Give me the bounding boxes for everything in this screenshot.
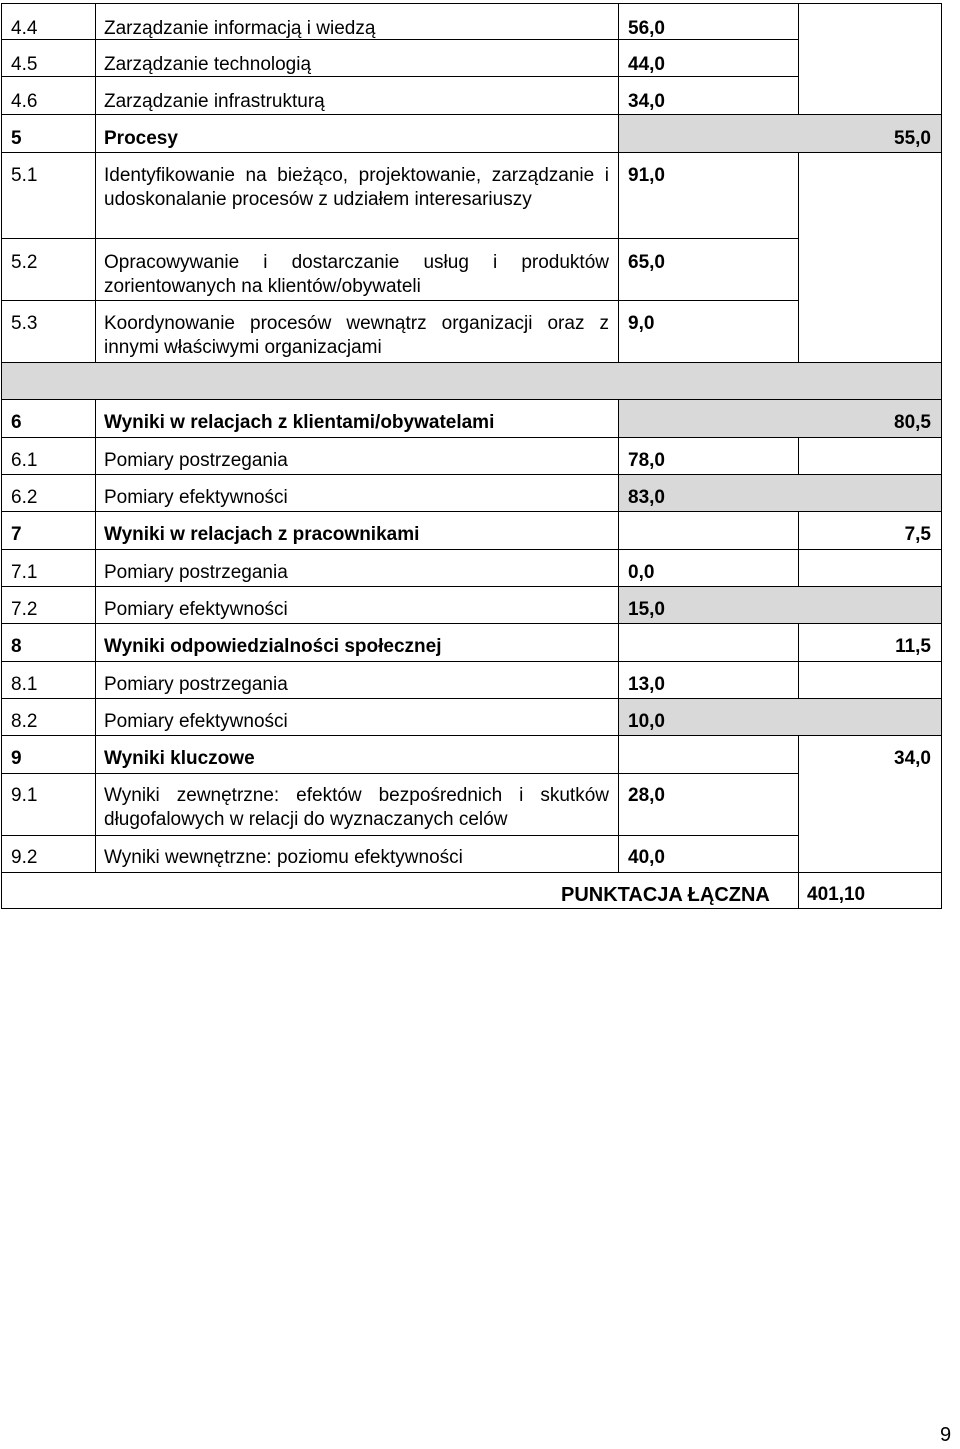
row-label-9.2: Wyniki wewnętrzne: poziomu efektywności — [104, 847, 463, 868]
row-label-5: Procesy — [104, 128, 178, 149]
row-number-6: 6 — [11, 412, 22, 433]
row-number-8: 8 — [11, 636, 22, 657]
row-number-7.2: 7.2 — [11, 599, 38, 620]
v-rule — [95, 586, 96, 624]
v-rule — [798, 872, 799, 909]
score-6.1: 78,0 — [628, 450, 665, 471]
h-rule — [1, 362, 942, 363]
row-number-4.5: 4.5 — [11, 54, 38, 75]
v-rule — [618, 474, 619, 512]
v-rule — [618, 511, 619, 587]
shaded-cell — [619, 587, 941, 623]
score-4.4: 56,0 — [628, 18, 665, 39]
h-rule — [1, 399, 942, 400]
h-rule — [1, 773, 799, 774]
row-label-9.1: Wyniki zewnętrzne: efektów bezpośrednich i skutków długofalowych w relacji do wyznaczanych celów — [104, 785, 609, 830]
v-rule — [95, 114, 96, 153]
h-rule — [1, 623, 942, 624]
v-rule — [95, 698, 96, 736]
v-rule — [798, 437, 799, 475]
h-rule — [1, 835, 799, 836]
row-label-4.4: Zarządzanie informacją i wiedzą — [104, 18, 376, 39]
v-rule — [618, 114, 619, 153]
section-total-6: 80,5 — [894, 412, 931, 433]
row-label-7.1: Pomiary postrzegania — [104, 562, 288, 583]
score-5.3: 9,0 — [628, 313, 655, 334]
shaded-cell — [619, 475, 941, 511]
row-number-9.2: 9.2 — [11, 847, 38, 868]
h-rule — [1, 474, 942, 475]
h-rule — [1, 735, 942, 736]
h-rule — [1, 76, 799, 77]
h-rule — [1, 908, 942, 909]
row-label-5.1: Identyfikowanie na bieżąco, projektowanie, zarządzanie i udoskonalanie procesów z udziałem interesariuszy — [104, 165, 609, 210]
v-rule — [798, 511, 799, 587]
h-rule — [1, 698, 942, 699]
row-label-6: Wyniki w relacjach z klientami/obywatelami — [104, 412, 495, 433]
score-6.2: 83,0 — [628, 487, 665, 508]
score-9.1: 28,0 — [628, 785, 665, 806]
row-label-5.2: Opracowywanie i dostarczanie usług i produktów zorientowanych na klientów/obywateli — [104, 252, 609, 297]
v-rule — [618, 623, 619, 699]
section-total-7: 7,5 — [904, 524, 931, 545]
row-number-7: 7 — [11, 524, 22, 545]
row-number-6.2: 6.2 — [11, 487, 38, 508]
row-number-9.1: 9.1 — [11, 785, 38, 806]
section-total-5: 55,0 — [894, 128, 931, 149]
score-4.5: 44,0 — [628, 54, 665, 75]
v-rule — [95, 399, 96, 438]
row-label-8.2: Pomiary efektywności — [104, 711, 288, 732]
total-value: 401,10 — [807, 884, 866, 905]
shaded-cell — [619, 699, 941, 735]
v-rule — [618, 152, 619, 363]
score-5.1: 91,0 — [628, 165, 665, 186]
score-4.6: 34,0 — [628, 91, 665, 112]
row-label-7.2: Pomiary efektywności — [104, 599, 288, 620]
h-rule — [1, 3, 942, 4]
row-label-9: Wyniki kluczowe — [104, 748, 255, 769]
row-number-4.6: 4.6 — [11, 91, 38, 112]
h-rule — [1, 872, 942, 873]
score-9.2: 40,0 — [628, 847, 665, 868]
score-7.1: 0,0 — [628, 562, 655, 583]
v-rule — [618, 586, 619, 624]
h-rule — [1, 152, 942, 153]
row-number-4.4: 4.4 — [11, 18, 38, 39]
h-rule — [1, 437, 942, 438]
row-label-8: Wyniki odpowiedzialności społecznej — [104, 636, 442, 657]
row-number-5.1: 5.1 — [11, 165, 38, 186]
section-total-8: 11,5 — [895, 636, 931, 657]
h-rule — [1, 114, 942, 115]
row-label-7: Wyniki w relacjach z pracownikami — [104, 524, 420, 545]
score-8.2: 10,0 — [628, 711, 665, 732]
v-rule — [618, 399, 619, 438]
section-total-9: 34,0 — [894, 748, 931, 769]
v-rule — [941, 3, 942, 909]
row-label-6.2: Pomiary efektywności — [104, 487, 288, 508]
v-rule — [798, 623, 799, 699]
score-5.2: 65,0 — [628, 252, 665, 273]
row-number-5.2: 5.2 — [11, 252, 38, 273]
row-number-8.1: 8.1 — [11, 674, 38, 695]
row-number-7.1: 7.1 — [11, 562, 38, 583]
v-rule — [95, 437, 96, 475]
h-rule — [1, 586, 942, 587]
v-rule — [618, 3, 619, 115]
v-rule — [618, 437, 619, 475]
h-rule — [1, 300, 799, 301]
v-rule — [95, 735, 96, 873]
v-rule — [618, 735, 619, 873]
h-rule — [1, 238, 799, 239]
v-rule — [95, 152, 96, 363]
h-rule — [1, 549, 942, 550]
row-number-5: 5 — [11, 128, 22, 149]
row-label-4.5: Zarządzanie technologią — [104, 54, 312, 75]
score-7.2: 15,0 — [628, 599, 665, 620]
row-number-8.2: 8.2 — [11, 711, 38, 732]
row-label-4.6: Zarządzanie infrastrukturą — [104, 91, 325, 112]
v-rule — [618, 698, 619, 736]
row-label-6.1: Pomiary postrzegania — [104, 450, 288, 471]
v-rule — [95, 3, 96, 115]
h-rule — [1, 511, 942, 512]
total-label: PUNKTACJA ŁĄCZNA — [561, 884, 770, 906]
score-8.1: 13,0 — [628, 674, 665, 695]
row-number-9: 9 — [11, 748, 22, 769]
row-label-8.1: Pomiary postrzegania — [104, 674, 288, 695]
h-rule — [1, 661, 942, 662]
row-label-5.3: Koordynowanie procesów wewnątrz organizacji oraz z innymi właściwymi organizacjami — [104, 313, 609, 358]
v-rule — [798, 152, 799, 363]
v-rule — [95, 623, 96, 699]
shaded-cell — [2, 363, 941, 399]
v-rule — [798, 3, 799, 115]
row-number-6.1: 6.1 — [11, 450, 38, 471]
page-number: 9 — [940, 1424, 952, 1446]
v-rule — [95, 511, 96, 587]
v-rule — [95, 474, 96, 512]
row-number-5.3: 5.3 — [11, 313, 38, 334]
